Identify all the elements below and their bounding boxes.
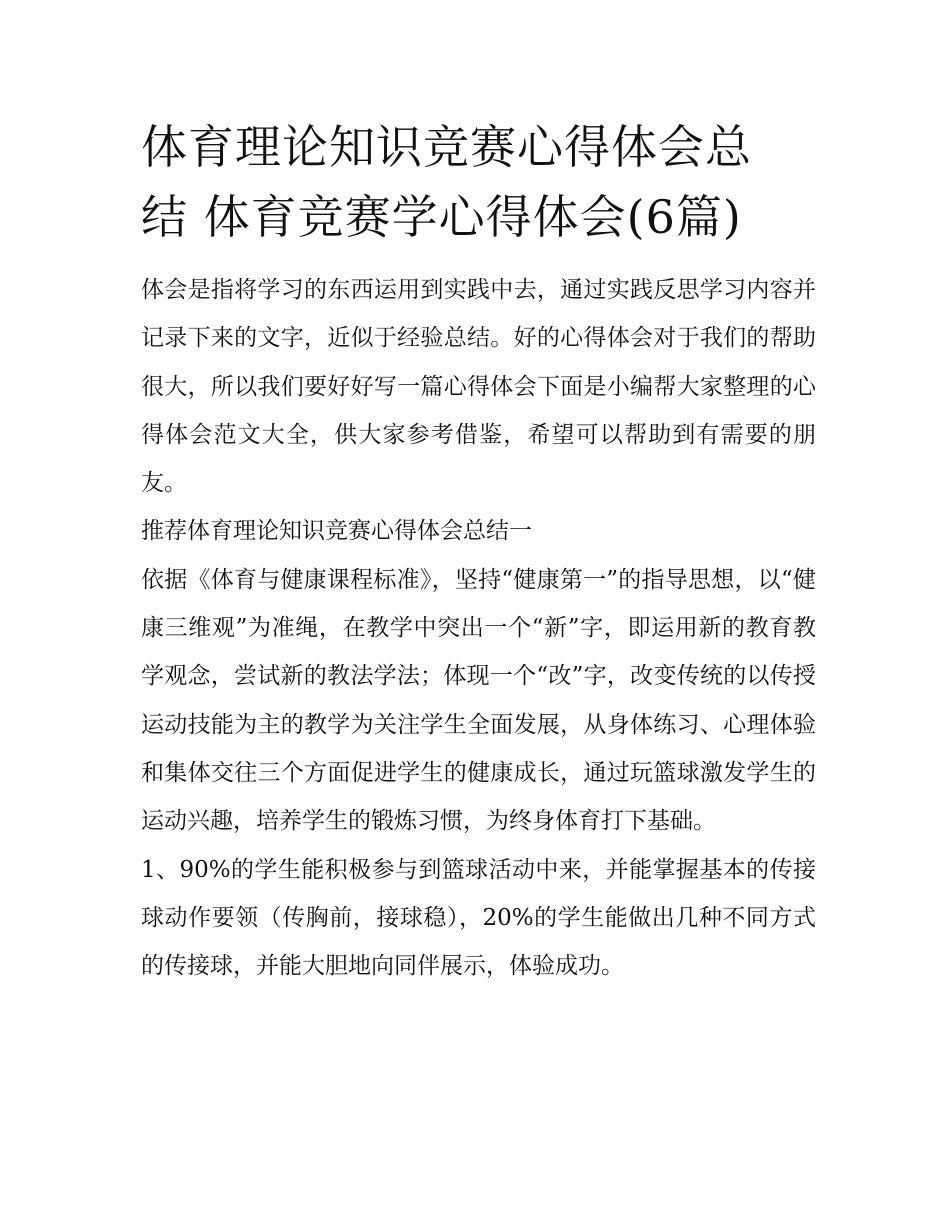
document-page bbox=[141, 112, 816, 990]
intro-paragraph: 体会是指将学习的东西运用到实践中去，通过实践反思学习内容并记录下来的文字，近似于经验总结。好的心得体会对于我们的帮助很大，所以我们要好好写一篇心得体会下面是小编帮大家整理的心得体会范文大全，供大家参考借鉴，希望可以帮助到有需要的朋友。 bbox=[141, 277, 816, 497]
title-line-1: 体育理论知识竞赛心得体会总 bbox=[141, 120, 752, 174]
title-line-2: 结 体育竞赛学心得体会(6篇) bbox=[141, 190, 742, 244]
goal-paragraph: 1、90%的学生能积极参与到篮球活动中来，并能掌握基本的传接球动作要领（传胸前，接球稳），20%的学生能做出几种不同方式的传接球，并能大胆地向同伴展示，体验成功。 bbox=[141, 856, 816, 980]
document-body bbox=[141, 266, 816, 990]
document-title bbox=[141, 112, 801, 252]
section-heading: 推荐体育理论知识竞赛心得体会总结一 bbox=[141, 518, 532, 545]
guideline-paragraph: 依据《体育与健康课程标准》，坚持“健康第一”的指导思想，以“健康三维观”为准绳，在教学中突出一个“新”字，即运用新的教育教学观念，尝试新的教法学法；体现一个“改”字，改变传统的以传授运动技能为主的教学为关注学生全面发展，从身体练习、心理体验和集体交往三个方面促进学生的健康成长，通过玩篮球激发学生的运动兴趣，培养学生的锻炼习惯，为终身体育打下基础。 bbox=[141, 566, 816, 835]
